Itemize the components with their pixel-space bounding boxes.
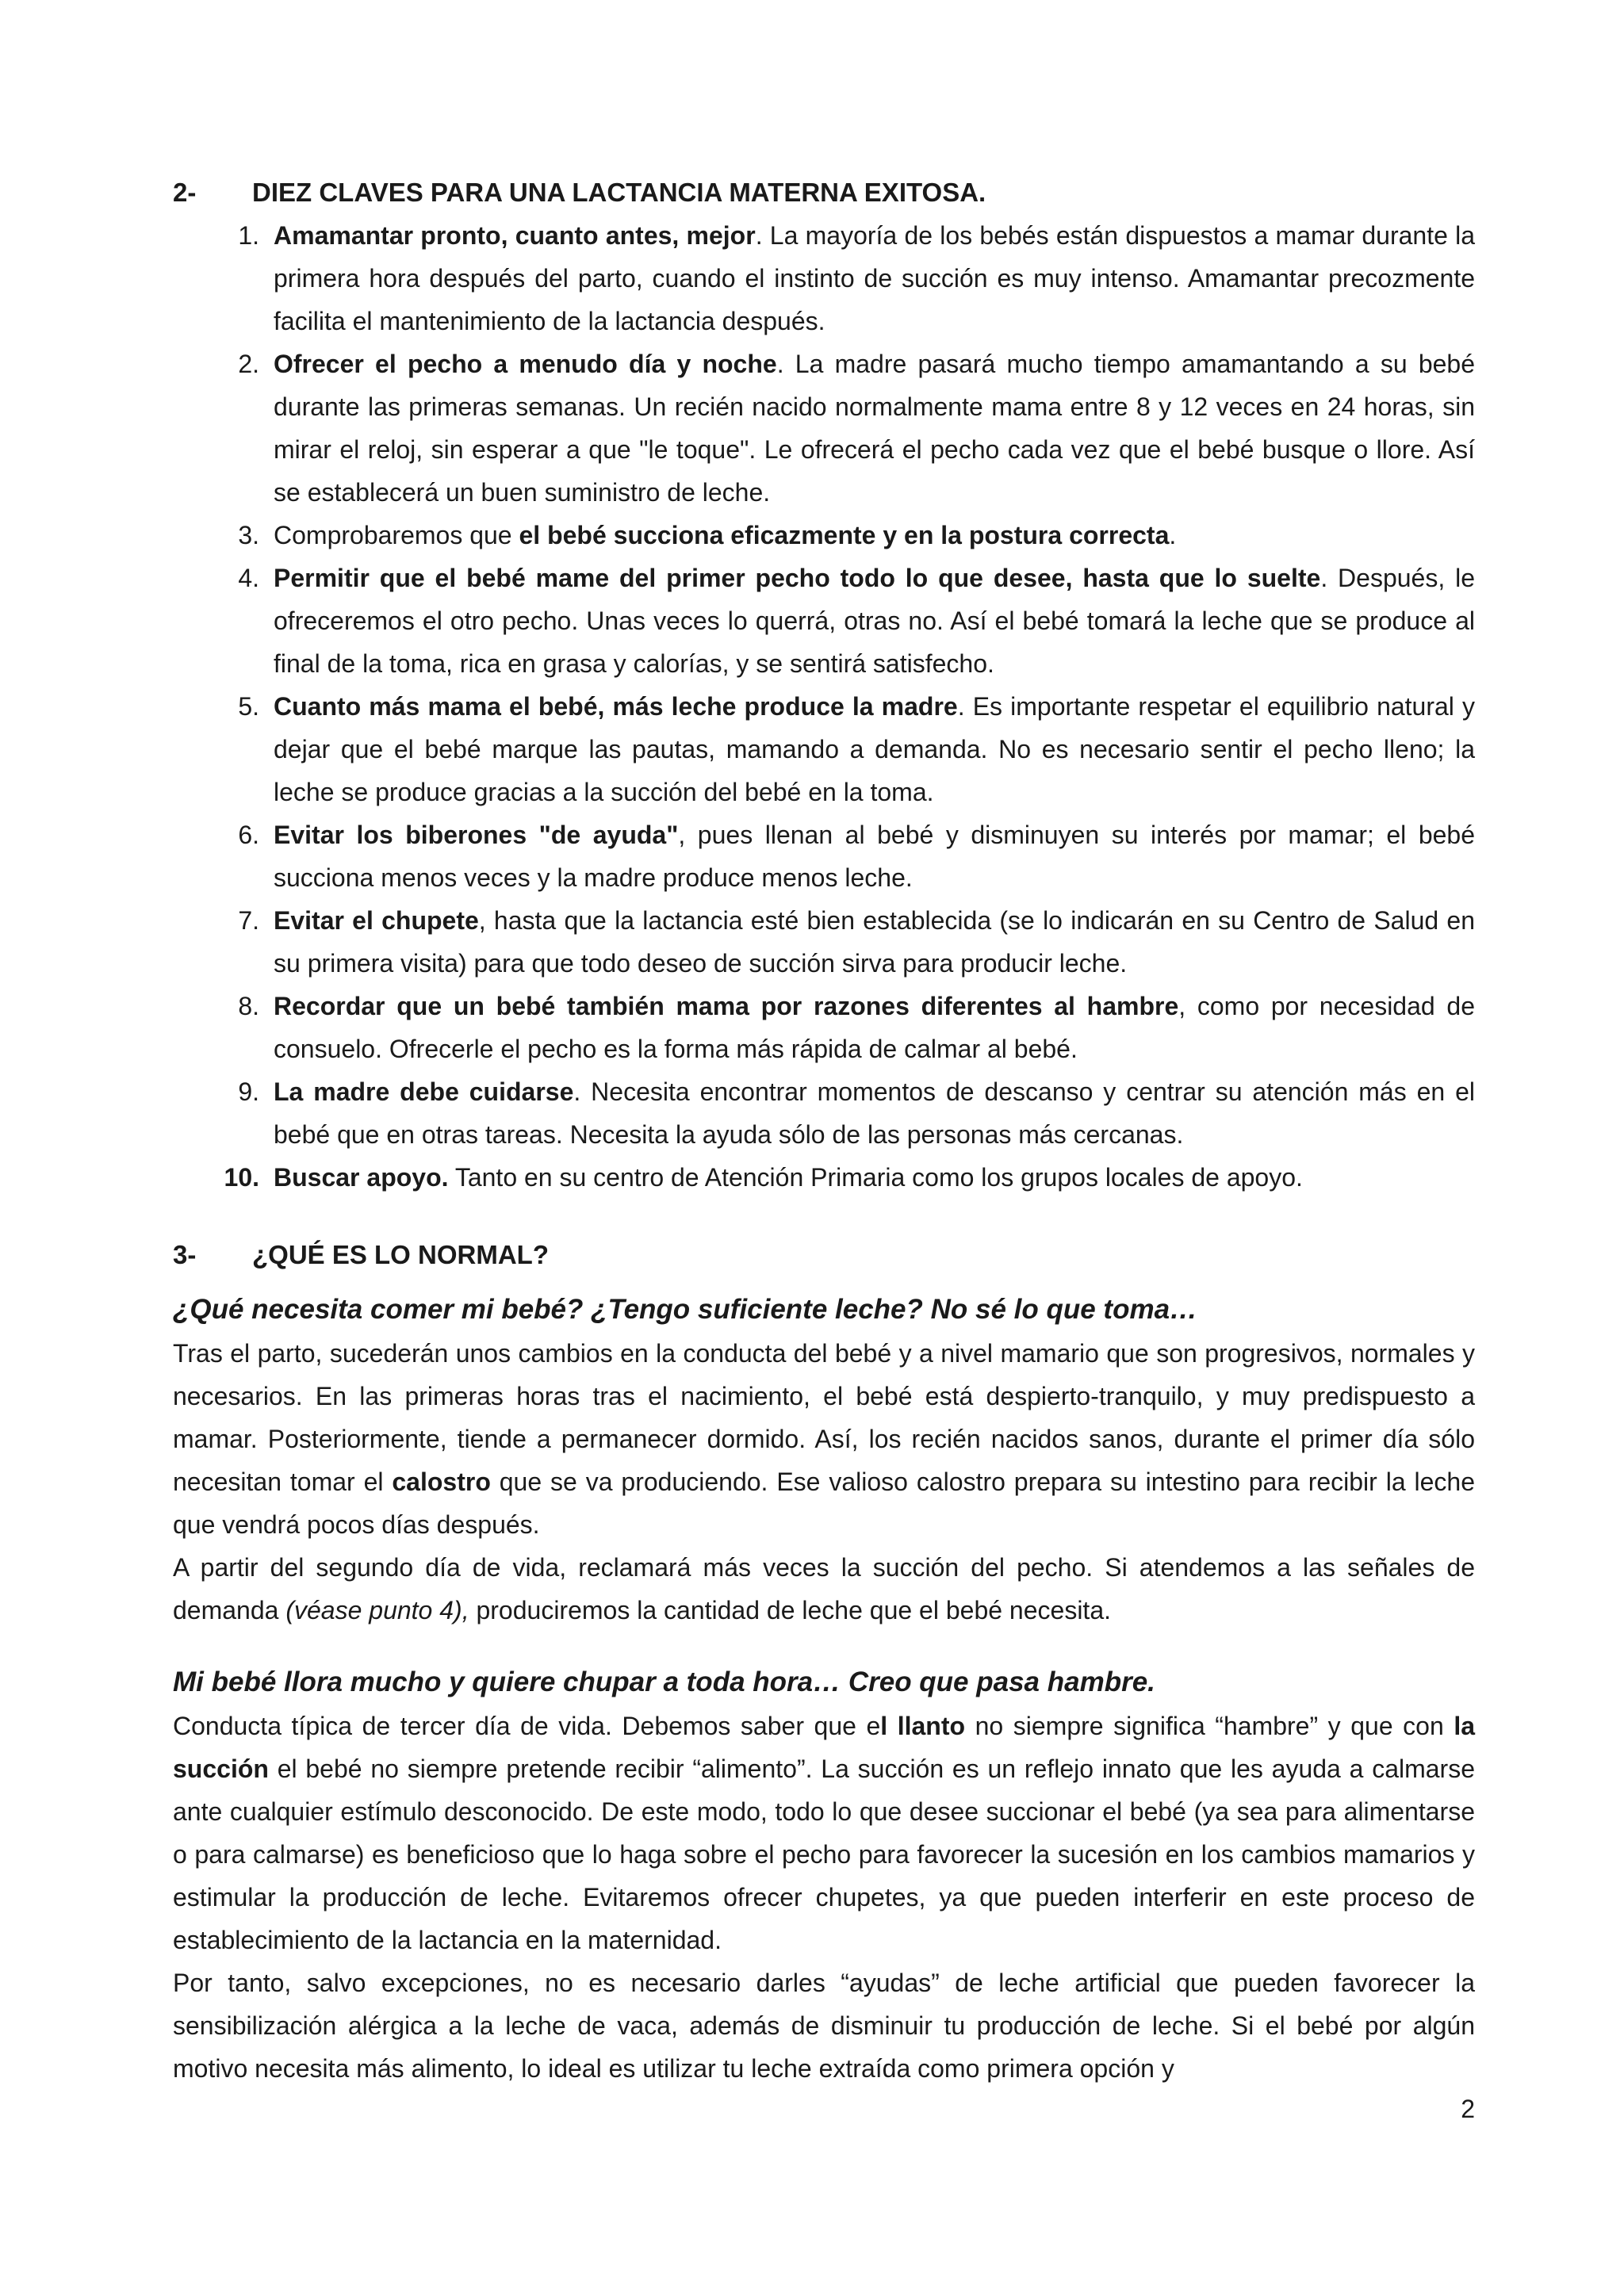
item-text: , como por necesidad de consuelo. Ofrecerle el pecho es la forma más rápida de calmar al bebé. xyxy=(274,992,1475,1063)
subheading-crying: Mi bebé llora mucho y quiere chupar a toda hora… Creo que pasa hambre. xyxy=(173,1667,1155,1697)
paragraph xyxy=(173,1546,1475,1632)
item-text: . Después, le ofreceremos el otro pecho. Unas veces lo querrá, otras no. Así el bebé tomará la leche que se produce al final de la toma, rica en grasa y calorías, y se sentirá satisfecho. xyxy=(274,564,1476,678)
paragraph-bold-text: calostro xyxy=(392,1468,491,1496)
list-marker: 7. xyxy=(238,906,259,935)
item-text: . La madre pasará mucho tiempo amamantando a su bebé durante las primeras semanas. Un recién nacido normalmente mama entre 8 y 12 veces en 24 horas, sin mirar el reloj, sin esperar a que "le toque". Le ofrecerá el pecho cada vez que el bebé busque o llore. Así se establecerá un buen suministro de leche. xyxy=(274,350,1475,507)
item-bold-text: Amamantar pronto, cuanto antes, mejor xyxy=(274,221,756,250)
item-text: Tanto en su centro de Atención Primaria como los grupos locales de apoyo. xyxy=(448,1163,1303,1192)
item-text: . La mayoría de los bebés están dispuestos a mamar durante la primera hora después del parto, cuando el instinto de succión es muy intenso. Amamantar precozmente facilita el mantenimiento de la lactancia después. xyxy=(274,221,1476,335)
list-item xyxy=(173,899,1475,985)
paragraph-bold-text: la succión xyxy=(173,1712,1476,1783)
paragraph-text: Conducta típica de tercer día de vida. Debemos saber que e xyxy=(173,1712,881,1740)
item-bold-text: Buscar apoyo. xyxy=(274,1163,449,1192)
section-2-heading xyxy=(173,171,1475,214)
item-bold-text: Permitir que el bebé mame del primer pecho todo lo que desee, hasta que lo suelte xyxy=(274,564,1321,592)
item-text: . Necesita encontrar momentos de descanso y centrar su atención más en el bebé que en otras tareas. Necesita la ayuda sólo de las personas más cercanas. xyxy=(274,1077,1476,1149)
list-item xyxy=(173,557,1475,685)
item-bold-text: Evitar el chupete xyxy=(274,906,479,935)
list-item xyxy=(173,813,1475,899)
item-text: . xyxy=(1169,521,1177,549)
list-marker: 4. xyxy=(238,564,259,592)
list-marker: 9. xyxy=(238,1077,259,1106)
paragraph-text: que se va produciendo. Ese valioso calostro prepara su intestino para recibir la leche que vendrá pocos días después. xyxy=(173,1468,1476,1539)
paragraph-text: produciremos la cantidad de leche que el bebé necesita. xyxy=(469,1596,1111,1624)
ten-keys-list xyxy=(173,214,1475,1199)
section-3-heading xyxy=(173,1234,1475,1276)
list-marker: 1. xyxy=(238,221,259,250)
section-title: ¿QUÉ ES LO NORMAL? xyxy=(252,1240,549,1269)
list-marker: 6. xyxy=(238,821,259,849)
item-text: , hasta que la lactancia esté bien establecida (se lo indicarán en su Centro de Salud en su primera visita) para que todo deseo de succión sirva para producir leche. xyxy=(274,906,1475,978)
section-title: DIEZ CLAVES PARA UNA LACTANCIA MATERNA EXITOSA. xyxy=(252,178,986,207)
paragraph xyxy=(173,1705,1475,1961)
paragraph-bold-text: l llanto xyxy=(880,1712,966,1740)
item-bold-text: Recordar que un bebé también mama por razones diferentes al hambre xyxy=(274,992,1179,1020)
paragraph xyxy=(173,1332,1475,1546)
paragraph-text: A partir del segundo día de vida, reclamará más veces la succión del pecho. Si atendemos a las señales de demanda xyxy=(173,1553,1475,1624)
spacer xyxy=(173,1276,1475,1288)
list-item xyxy=(173,1156,1475,1199)
item-bold-text: Evitar los biberones "de ayuda" xyxy=(274,821,679,849)
item-pre-text: Comprobaremos que xyxy=(274,521,519,549)
list-marker: 3. xyxy=(238,521,259,549)
spacer xyxy=(173,1632,1475,1660)
item-bold-text: el bebé succiona eficazmente y en la postura correcta xyxy=(519,521,1170,549)
paragraph-text: el bebé no siempre pretende recibir “alimento”. La succión es un reflejo innato que les ayuda a calmarse ante cualquier estímulo desconocido. De este modo, todo lo que desee succionar el bebé (ya sea para alimentarse o para calmarse) es beneficioso que lo haga sobre el pecho para favorecer la sucesión en los cambios mamarios y estimular la producción de leche. Evitaremos ofrecer chupetes, ya que pueden interferir en este proceso de establecimiento de la lactancia en la maternidad. xyxy=(173,1755,1475,1954)
list-item xyxy=(173,214,1475,342)
item-text: . Es importante respetar el equilibrio natural y dejar que el bebé marque las pautas, mamando a demanda. No es necesario sentir el pecho lleno; la leche se produce gracias a la succión del bebé en la toma. xyxy=(274,692,1475,806)
page-number: 2 xyxy=(1461,2095,1475,2123)
spacer xyxy=(173,1199,1475,1234)
subheading-feeding: ¿Qué necesita comer mi bebé? ¿Tengo suficiente leche? No sé lo que toma… xyxy=(173,1294,1198,1325)
list-item xyxy=(173,685,1475,813)
item-bold-text: La madre debe cuidarse xyxy=(274,1077,574,1106)
item-text: , pues llenan al bebé y disminuyen su interés por mamar; el bebé succiona menos veces y la madre produce menos leche. xyxy=(274,821,1476,892)
paragraph-text: no siempre significa “hambre” y que con xyxy=(965,1712,1454,1740)
section-number: 2- xyxy=(173,178,197,207)
list-item xyxy=(173,985,1475,1070)
list-item xyxy=(173,514,1475,557)
item-bold-text: Ofrecer el pecho a menudo día y noche xyxy=(274,350,777,378)
list-item xyxy=(173,342,1475,514)
list-marker: 2. xyxy=(238,350,259,378)
list-item xyxy=(173,1070,1475,1156)
list-marker: 8. xyxy=(238,992,259,1020)
document-page xyxy=(173,171,1475,2090)
paragraph: Por tanto, salvo excepciones, no es necesario darles “ayudas” de leche artificial que pueden favorecer la sensibilización alérgica a la leche de vaca, además de disminuir tu producción de leche. Si el bebé por algún motivo necesita más alimento, lo ideal es utilizar tu leche extraída como primera opción y xyxy=(173,1969,1475,2083)
section-number: 3- xyxy=(173,1240,197,1269)
list-marker: 5. xyxy=(238,692,259,721)
paragraph-text: Tras el parto, sucederán unos cambios en la conducta del bebé y a nivel mamario que son progresivos, normales y necesarios. En las primeras horas tras el nacimiento, el bebé está despierto-tranquilo, y muy predispuesto a mamar. Posteriormente, tiende a permanecer dormido. Así, los recién nacidos sanos, durante el primer día sólo necesitan tomar el xyxy=(173,1339,1475,1496)
paragraph-italic-text: (véase punto 4), xyxy=(285,1596,469,1624)
item-bold-text: Cuanto más mama el bebé, más leche produce la madre xyxy=(274,692,958,721)
list-marker: 10. xyxy=(224,1163,259,1192)
